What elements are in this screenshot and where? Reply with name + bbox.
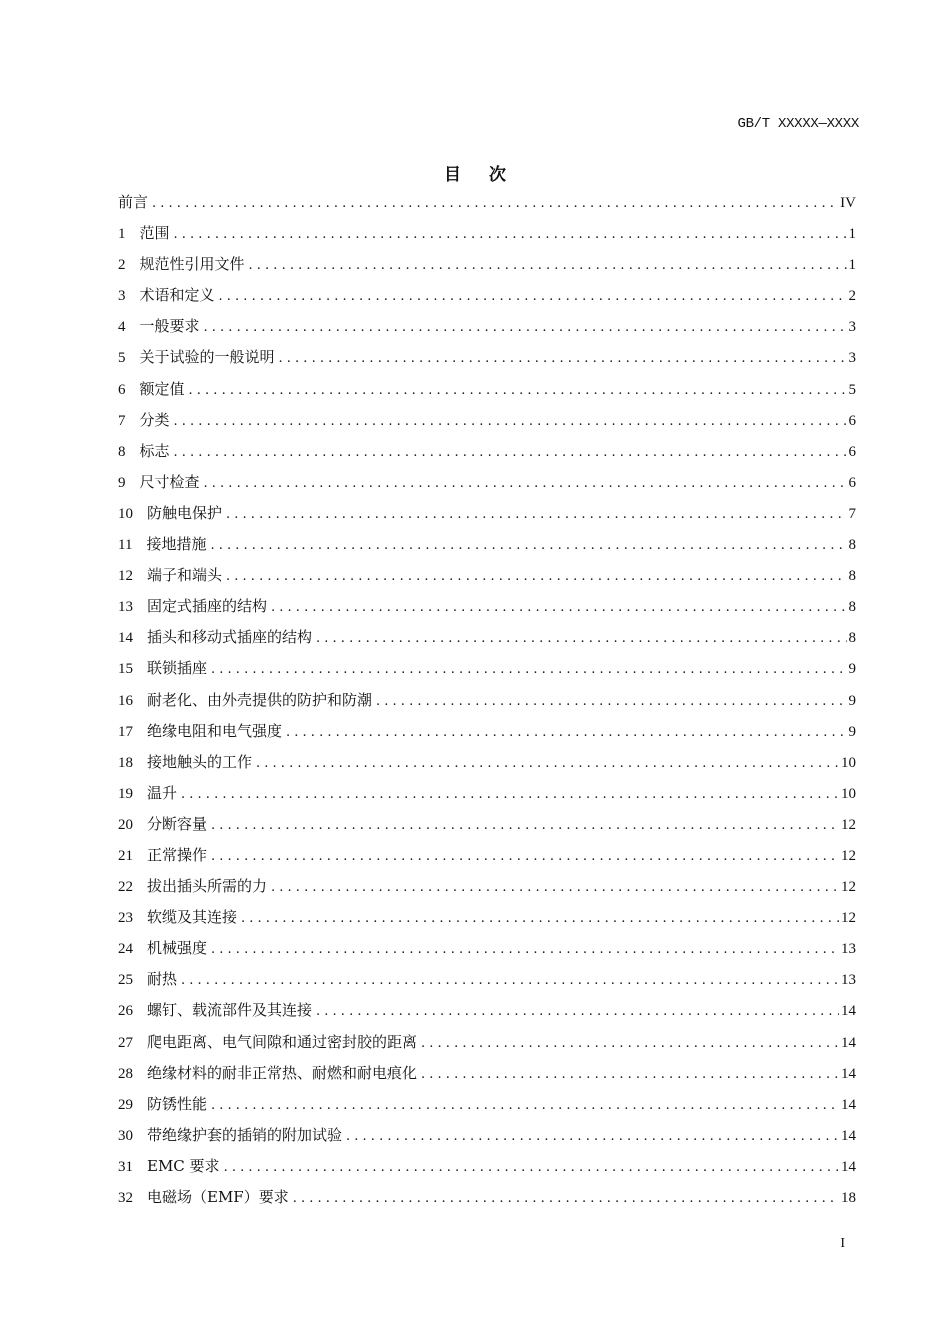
toc-entry-page: 6	[848, 474, 856, 491]
toc-entry-label: 一般要求	[139, 317, 200, 336]
standard-number: GB/T XXXXX—XXXX	[737, 116, 859, 132]
toc-entry[interactable]	[118, 1125, 856, 1156]
toc-entry[interactable]	[118, 596, 856, 627]
toc-entry[interactable]	[118, 814, 856, 845]
toc-entry-number: 32	[118, 1190, 133, 1206]
toc-entry-number: 15	[118, 661, 133, 678]
dot-leader	[211, 940, 839, 960]
toc-entry[interactable]	[118, 752, 856, 783]
toc-entry-number: 22	[118, 879, 133, 896]
toc-entry-number: 18	[118, 754, 133, 771]
toc-entry-label: 额定值	[139, 379, 185, 398]
toc-entry[interactable]	[118, 907, 856, 938]
toc-entry-page: 12	[841, 816, 856, 833]
toc-entry-label: 温升	[147, 783, 178, 802]
toc-entry-page: 3	[848, 350, 856, 367]
toc-entry-page: 14	[841, 1034, 856, 1051]
toc-entry-page: 8	[848, 568, 856, 585]
page-number: I	[840, 1236, 845, 1251]
toc-entry-number: 16	[118, 692, 133, 709]
dot-leader	[152, 194, 838, 214]
toc-entry[interactable]	[118, 721, 856, 752]
dot-leader	[346, 1127, 839, 1147]
toc-entry-number: 1	[118, 226, 126, 243]
toc-entry-label: 螺钉、载流部件及其连接	[147, 1001, 313, 1020]
toc-entry-number: 3	[118, 288, 126, 305]
toc-entry[interactable]	[118, 845, 856, 876]
toc-entry-page: 8	[848, 599, 856, 616]
dot-leader	[181, 971, 839, 991]
toc-entry[interactable]	[118, 316, 856, 347]
toc-entry-label: 前言	[118, 193, 149, 211]
toc-entry-label: 关于试验的一般说明	[139, 348, 275, 367]
toc-entry-page: 9	[848, 661, 856, 678]
toc-entry-number: 28	[118, 1065, 133, 1082]
page-title	[0, 160, 950, 185]
toc-entry-number: 26	[118, 1003, 133, 1020]
toc-entry-label: 范围	[139, 224, 170, 243]
toc-entry[interactable]	[118, 347, 856, 378]
toc-entry-page: 14	[841, 1065, 856, 1082]
toc-entry-label: 规范性引用文件	[139, 255, 245, 274]
toc-entry[interactable]	[118, 690, 856, 721]
toc-entry-label: 防锈性能	[147, 1094, 208, 1113]
dot-leader	[204, 474, 847, 494]
dot-leader	[286, 723, 846, 743]
toc-entry[interactable]	[118, 627, 856, 658]
toc-entry-label: 耐老化、由外壳提供的防护和防潮	[147, 690, 373, 709]
toc-entry[interactable]	[118, 441, 856, 472]
toc-entry-number: 25	[118, 972, 133, 989]
toc-entry-page: IV	[840, 195, 856, 211]
title-char: 次	[489, 165, 506, 185]
toc-entry[interactable]	[118, 1187, 856, 1218]
dot-leader	[249, 256, 847, 276]
toc-entry-page: 12	[841, 879, 856, 896]
dot-leader	[271, 598, 846, 618]
toc-entry[interactable]	[118, 379, 856, 410]
toc-entry[interactable]	[118, 1063, 856, 1094]
toc-entry-number: 24	[118, 941, 133, 958]
dot-leader	[241, 909, 839, 929]
toc-entry-page: 14	[841, 1158, 856, 1175]
dot-leader	[226, 505, 846, 525]
toc-entry[interactable]	[118, 534, 856, 565]
toc-entry-label: 绝缘电阻和电气强度	[147, 721, 283, 740]
toc-entry[interactable]	[118, 285, 856, 316]
toc-entry-number: 2	[118, 257, 126, 274]
dot-leader	[256, 754, 839, 774]
toc-entry-page: 12	[841, 910, 856, 927]
toc-entry[interactable]	[118, 410, 856, 441]
toc-entry[interactable]	[118, 565, 856, 596]
toc-entry-page: 10	[841, 785, 856, 802]
dot-leader	[174, 412, 847, 432]
toc-entry-page: 7	[848, 505, 856, 522]
toc-entry-page: 1	[848, 257, 856, 274]
title-char: 目	[444, 165, 461, 185]
toc-entry[interactable]	[118, 969, 856, 1000]
toc-entry-label: 绝缘材料的耐非正常热、耐燃和耐电痕化	[147, 1063, 418, 1082]
dot-leader	[279, 349, 847, 369]
toc-entry-label: 标志	[139, 441, 170, 460]
toc-entry-label: 防触电保护	[147, 503, 223, 522]
toc-entry-number: 12	[118, 568, 133, 585]
toc-entry-number: 29	[118, 1096, 133, 1113]
dot-leader	[210, 536, 846, 556]
dot-leader	[189, 381, 847, 401]
dot-leader	[421, 1034, 839, 1054]
dot-leader	[293, 1189, 839, 1209]
toc-entry[interactable]	[118, 1156, 856, 1187]
toc-entry-number: 23	[118, 910, 133, 927]
toc-entry-page: 3	[848, 319, 856, 336]
toc-entry[interactable]	[118, 472, 856, 503]
dot-leader	[316, 1002, 839, 1022]
dot-leader	[181, 785, 839, 805]
toc-entry-number: 27	[118, 1034, 133, 1051]
toc-entry-label: 接地触头的工作	[147, 752, 253, 771]
toc-entry-page: 12	[841, 847, 856, 864]
dot-leader	[421, 1065, 839, 1085]
dot-leader	[226, 567, 846, 587]
toc-entry-label: 术语和定义	[139, 286, 215, 305]
dot-leader	[271, 878, 839, 898]
dot-leader	[211, 660, 846, 680]
dot-leader	[211, 1096, 839, 1116]
toc-entry[interactable]	[118, 503, 856, 534]
dot-leader	[211, 847, 839, 867]
toc-entry-page: 2	[848, 288, 856, 305]
toc-entry-number: 17	[118, 723, 133, 740]
toc-entry-page: 8	[848, 630, 856, 647]
toc-entry-label: 软缆及其连接	[147, 908, 238, 927]
toc-entry-label: 电磁场（EMF）要求	[147, 1188, 289, 1206]
toc-entry-page: 14	[841, 1096, 856, 1113]
toc-entry-label: 爬电距离、电气间隙和通过密封胶的距离	[147, 1032, 418, 1051]
dot-leader	[316, 629, 846, 649]
toc-entry-page: 9	[848, 692, 856, 709]
toc-entry-label: 机械强度	[147, 939, 208, 958]
toc-entry-label: 尺寸检查	[139, 472, 200, 491]
toc-entry-number: 8	[118, 443, 126, 460]
toc-entry-label: 接地措施	[146, 535, 207, 554]
dot-leader	[219, 287, 847, 307]
table-of-contents	[118, 192, 856, 1218]
toc-entry-number: 31	[118, 1158, 133, 1175]
toc-entry-number: 20	[118, 816, 133, 833]
toc-entry[interactable]	[118, 783, 856, 814]
toc-entry-page: 6	[848, 443, 856, 460]
toc-entry[interactable]	[118, 658, 856, 689]
toc-entry-number: 10	[118, 505, 133, 522]
toc-entry-number: 5	[118, 350, 126, 367]
toc-entry-page: 13	[841, 972, 856, 989]
toc-entry-number: 13	[118, 599, 133, 616]
dot-leader	[174, 443, 847, 463]
toc-entry-label: 插头和移动式插座的结构	[147, 628, 313, 647]
dot-leader	[376, 692, 846, 712]
dot-leader	[174, 225, 847, 245]
toc-entry-label: 带绝缘护套的插销的附加试验	[147, 1125, 343, 1144]
toc-entry-number: 21	[118, 847, 133, 864]
toc-entry[interactable]	[118, 192, 856, 223]
toc-entry-label: 联锁插座	[147, 659, 208, 678]
toc-entry-label: 固定式插座的结构	[147, 597, 268, 616]
toc-entry[interactable]	[118, 1000, 856, 1031]
toc-entry-number: 6	[118, 381, 126, 398]
dot-leader	[224, 1158, 839, 1178]
toc-entry-label: 拔出插头所需的力	[147, 877, 268, 896]
toc-entry-page: 8	[848, 537, 856, 554]
toc-entry-page: 14	[841, 1003, 856, 1020]
toc-entry-label: EMC 要求	[147, 1156, 220, 1175]
toc-entry-number: 7	[118, 412, 126, 429]
dot-leader	[204, 318, 847, 338]
toc-entry[interactable]	[118, 1032, 856, 1063]
toc-entry-page: 5	[848, 381, 856, 398]
toc-entry[interactable]	[118, 223, 856, 254]
toc-entry-page: 10	[841, 754, 856, 771]
dot-leader	[211, 816, 839, 836]
toc-entry-number: 14	[118, 630, 133, 647]
toc-entry-number: 9	[118, 474, 126, 491]
toc-entry-page: 9	[848, 723, 856, 740]
toc-entry-page: 14	[841, 1127, 856, 1144]
toc-entry-label: 耐热	[147, 970, 178, 989]
toc-entry-label: 分类	[139, 410, 170, 429]
toc-entry-number: 30	[118, 1127, 133, 1144]
toc-entry-page: 18	[841, 1190, 856, 1206]
toc-entry-number: 19	[118, 785, 133, 802]
toc-entry-label: 端子和端头	[147, 566, 223, 585]
toc-entry-number: 11	[118, 537, 133, 554]
toc-entry-number: 4	[118, 319, 126, 336]
toc-entry[interactable]	[118, 938, 856, 969]
toc-entry-page: 13	[841, 941, 856, 958]
toc-entry-label: 正常操作	[147, 845, 208, 864]
toc-entry-page: 1	[848, 226, 856, 243]
toc-entry[interactable]	[118, 1094, 856, 1125]
toc-entry[interactable]	[118, 254, 856, 285]
toc-entry-page: 6	[848, 412, 856, 429]
toc-entry-label: 分断容量	[147, 814, 208, 833]
toc-entry[interactable]	[118, 876, 856, 907]
